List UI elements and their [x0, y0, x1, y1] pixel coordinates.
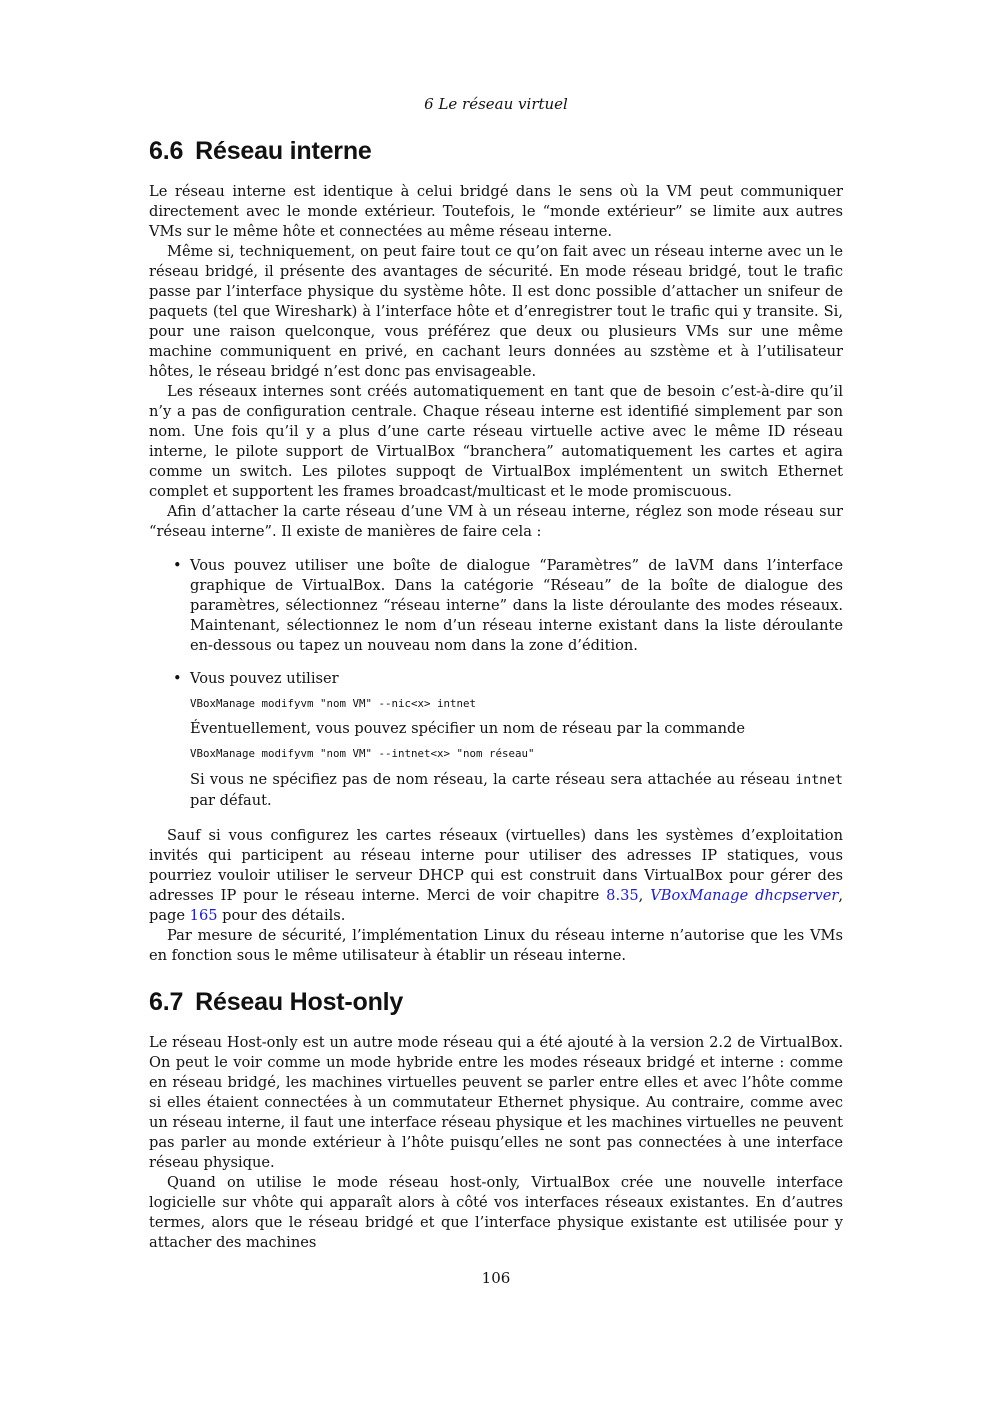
paragraph: Les réseaux internes sont créés automatiquement en tant que de besoin c’est-à-dire qu’il n’y a pas de configuration centrale. Chaque réseau interne est identifié simplement par son nom. Une fois qu’il y a plus d’une carte réseau virtuelle active avec le même ID réseau interne, le pilote support de VirtualBox “branchera” automatiquement les cartes et agira comme un switch. Les pilotes suppoqt de VirtualBox implémentent un switch Ethernet complet et supportent les frames broadcast/multicast et le mode promiscuous.	[149, 383, 843, 500]
paragraph	[149, 826, 843, 926]
bullet-list	[149, 556, 843, 811]
section-title: Réseau Host-only	[195, 988, 404, 1016]
text-run: Si vous ne spécifiez pas de nom réseau, la carte réseau sera attachée au réseau	[190, 771, 796, 788]
paragraph: Même si, techniquement, on peut faire tout ce qu’on fait avec un réseau interne avec un le réseau bridgé, il présente des avantages de sécurité. En mode réseau bridgé, tout le trafic passe par l’interface physique du système hôte. Il est donc possible d’attacher un snifeur de paquets (tel que Wireshark) à l’interface hôte et d’enregistrer tout le trafic qui y transite. Si, pour une raison quelconque, vous préférez que deux ou plusieurs VMs sur une même machine communiquent en privé, en cachant leurs données au szstème et à l’utilisateur hôtes, le réseau bridgé n’est donc pas envisageable.	[149, 243, 843, 380]
bullet-marker: •	[173, 670, 182, 687]
section-title-link[interactable]: VBoxManage dhcpserver	[650, 887, 839, 904]
section-number: 6.7	[149, 988, 184, 1016]
text-run: ,	[638, 887, 651, 904]
section-heading-6-6	[149, 136, 372, 166]
page-number: 106	[481, 1269, 511, 1287]
paragraph: Le réseau Host-only est un autre mode réseau qui a été ajouté à la version 2.2 de VirtualBox. On peut le voir comme un mode hybride entre les modes réseaux bridgé et interne : comme en réseau bridgé, les machines virtuelles peuvent se parler entre elles et avec l’hôte comme si elles étaient connectées à un commutateur Ethernet physique. Au contraire, comme avec un réseau interne, il faut une interface réseau physique et les machines virtuelles ne peuvent pas parler au monde extérieur à l’hôte puisqu’elles ne sont pas connectées à une interface réseau physique.	[149, 1034, 843, 1171]
text-run: Sauf si vous configurez les cartes réseaux (virtuelles) dans les systèmes d’exploitation invités qui participent au réseau interne pour utiliser des adresses IP statiques, vous pourriez vouloir utiliser le serveur DHCP qui est construit dans VirtualBox pour gérer des adresses IP pour le réseau interne. Merci de voir chapitre	[149, 827, 843, 904]
paragraph: Afin d’attacher la carte réseau d’une VM à un réseau interne, réglez son mode réseau sur “réseau interne”. Il existe de manières de faire cela :	[149, 503, 843, 540]
list-item-text	[190, 770, 843, 811]
list-item	[149, 556, 843, 656]
paragraph: Par mesure de sécurité, l’implémentation Linux du réseau interne n’autorise que les VMs en fonction sous le même utilisateur à établir un réseau interne.	[149, 927, 843, 964]
code-block: VBoxManage modifyvm "nom VM" --intnet<x> "nom réseau"	[190, 747, 535, 760]
page-link[interactable]: 165	[189, 907, 218, 924]
list-item	[149, 669, 843, 811]
code-block: VBoxManage modifyvm "nom VM" --nic<x> intnet	[190, 697, 477, 710]
paragraph: Le réseau interne est identique à celui bridgé dans le sens où la VM peut communiquer directement avec le monde extérieur. Toutefois, le “monde extérieur” se limite aux autres VMs sur le même hôte et connectées au même réseau interne.	[149, 183, 843, 240]
section-body-6-7	[149, 1033, 843, 1253]
chapter-link[interactable]: 8.35	[606, 887, 639, 904]
section-body-6-6	[149, 182, 843, 966]
list-item-text: Éventuellement, vous pouvez spécifier un nom de réseau par la commande	[190, 720, 745, 737]
bullet-marker: •	[173, 557, 182, 574]
text-run: , page	[149, 887, 843, 924]
paragraph: Quand on utilise le mode réseau host-only, VirtualBox crée une nouvelle interface logicielle sur vhôte qui apparaît alors à côté vos interfaces réseaux existantes. En d’autres termes, alors que le réseau bridgé et que l’interface physique existante est utilisée pour y attacher des machines	[149, 1174, 843, 1251]
list-item-text: Vous pouvez utiliser une boîte de dialogue “Paramètres” de laVM dans l’interface graphique de VirtualBox. Dans la catégorie “Réseau” de la boîte de dialogue des paramètres, sélectionnez “réseau interne” dans la liste déroulante des modes réseaux. Maintenant, sélectionnez le nom d’un réseau interne existant dans la liste déroulante en-dessous ou tapez un nouveau nom dans la zone d’édition.	[190, 557, 843, 654]
running-head: 6 Le réseau virtuel	[424, 95, 568, 113]
inline-code: intnet	[795, 773, 843, 788]
text-run: par défaut.	[190, 792, 272, 809]
list-item-text: Vous pouvez utiliser	[190, 670, 339, 687]
section-heading-6-7	[149, 987, 403, 1017]
section-number: 6.6	[149, 137, 184, 165]
section-title: Réseau interne	[195, 137, 372, 165]
text-run: pour des détails.	[217, 907, 346, 924]
